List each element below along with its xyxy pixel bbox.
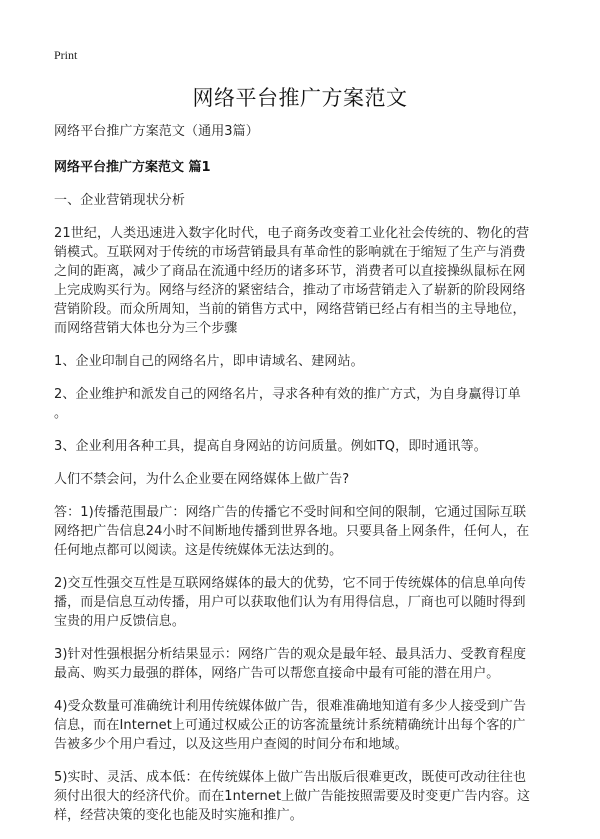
step-item-2: [54, 385, 554, 423]
text-line: 网络把广告信息24小时不间断地传播到世界各地。只要具备上网条件，任何人，在: [54, 524, 530, 539]
text-line: 销模式。互联网对于传统的市场营销最具有革命性的影响就在于缩短了生产与消费: [54, 245, 526, 260]
answer-item-2: [54, 574, 554, 631]
text-line: 最高、购买力最强的群体，网络广告可以帮您直接命中最有可能的潜在用户。: [54, 666, 500, 681]
text-line: 之间的距离，减少了商品在流通中经历的诸多环节，消费者可以直接操纵鼠标在网: [54, 264, 526, 279]
text-line: 任何地点都可以阅读。这是传统媒体无法达到的。: [54, 543, 343, 558]
section-heading: 一、企业营销现状分析: [54, 193, 186, 208]
text-line: 1、企业印制自己的网络名片，即申请域名、建网站。: [54, 354, 364, 369]
text-line: 3)针对性强根据分析结果显示：网络广告的观众是最年轻、最具活力、受教育程度: [54, 647, 527, 662]
text-line: 信息，而在Internet上可通过权威公正的访客流量统计系统精确统计出每个客的广: [54, 718, 526, 733]
text-line: 告被多少个用户看过，以及这些用户查阅的时间分布和地域。: [54, 737, 408, 752]
text-line: 。: [54, 406, 68, 421]
text-line: 2)交互性强交互性是互联网络媒体的最大的优势，它不同于传统媒体的信息单向传: [54, 576, 527, 591]
answer-item-3: [54, 645, 554, 683]
text-line: 5)实时、灵活、成本低：在传统媒体上做广告出版后很难更改，既使可改动往往也: [54, 770, 527, 785]
document-body: [54, 122, 554, 839]
text-line: 2、企业维护和派发自己的网络名片，寻求各种有效的推广方式，为自身赢得订单: [54, 387, 521, 402]
text-line: 宝贵的用户反馈信息。: [54, 614, 186, 629]
answer-item-4: [54, 697, 554, 754]
text-line: 4)受众数量可准确统计利用传统媒体做广告，很难准确地知道有多少人接受到广告: [54, 699, 527, 714]
text-line: 21世纪，人类迅速进入数字化时代，电子商务改变着工业化社会传统的、物化的营: [54, 226, 530, 241]
answer-item-5: [54, 768, 554, 825]
text-line: 而网络营销大体也分为三个步骤: [54, 321, 238, 336]
section-title: 网络平台推广方案范文 篇1: [54, 160, 211, 175]
text-line: 上完成购买行为。网络与经济的紧密结合，推动了市场营销走入了崭新的阶段网络: [54, 283, 526, 298]
step-item-3: [54, 437, 554, 456]
text-line: 样，经营决策的变化也能及时实施和推广。: [54, 808, 303, 823]
text-line: 播，而是信息互动传播，用户可以获取他们认为有用得信息，厂商也可以随时得到: [54, 595, 526, 610]
question-paragraph: 人们不禁会问，为什么企业要在网络媒体上做广告?: [54, 472, 350, 487]
document-title: 网络平台推广方案范文: [192, 86, 408, 110]
text-line: 须付出很大的经济代价。而在1nternet上做广告能按照需要及时变更广告内容。这: [54, 789, 531, 804]
document-subtitle: 网络平台推广方案范文（通用3篇）: [54, 124, 259, 139]
step-item-1: [54, 352, 554, 371]
text-line: 答：1)传播范围最广：网络广告的传播它不受时间和空间的限制，它通过国际互联: [54, 505, 527, 520]
text-line: 3、企业利用各种工具，提高自身网站的访问质量。例如TQ，即时通讯等。: [54, 439, 487, 454]
text-line: 营销阶段。而众所周知，当前的销售方式中，网络营销已经占有相当的主导地位，: [54, 302, 526, 317]
answer-item-1: [54, 503, 554, 560]
print-label: Print: [54, 48, 78, 62]
intro-paragraph: [54, 224, 554, 338]
